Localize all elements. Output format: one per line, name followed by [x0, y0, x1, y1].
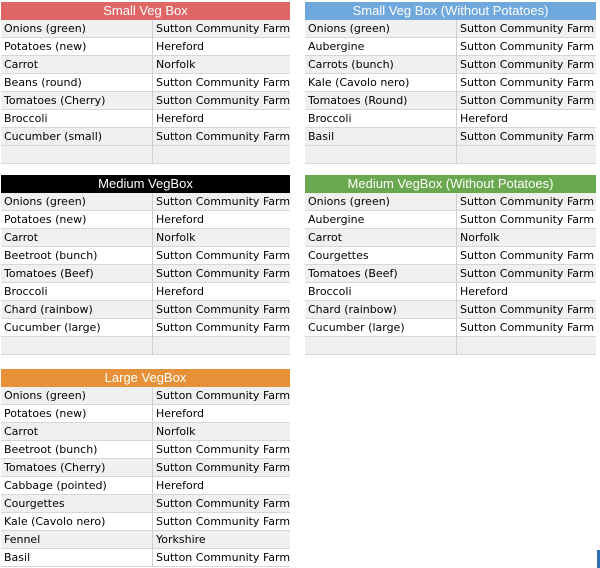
vegetable-cell[interactable]: Cucumber (small)	[1, 128, 153, 146]
vegetable-cell[interactable]: Broccoli	[305, 110, 457, 128]
vegetable-cell[interactable]: Tomatoes (Cherry)	[1, 459, 153, 477]
vegetable-cell[interactable]: Potatoes (new)	[1, 405, 153, 423]
table-row	[305, 265, 596, 283]
source-cell[interactable]: Hereford	[457, 283, 596, 301]
vegetable-cell[interactable]: Broccoli	[1, 283, 153, 301]
table-medium-vegbox	[1, 175, 290, 355]
vegetable-cell[interactable]: Cabbage (pointed)	[1, 477, 153, 495]
table-row	[305, 92, 596, 110]
vegetable-cell[interactable]: Cucumber (large)	[1, 319, 153, 337]
table-row	[1, 319, 290, 337]
vegetable-cell[interactable]: Carrot	[1, 423, 153, 441]
vegetable-cell[interactable]: Tomatoes (Cherry)	[1, 92, 153, 110]
vegetable-cell[interactable]: Carrots (bunch)	[305, 56, 457, 74]
vegetable-cell[interactable]: Aubergine	[305, 211, 457, 229]
vegetable-cell[interactable]: Chard (rainbow)	[305, 301, 457, 319]
vegetable-cell[interactable]: Tomatoes (Round)	[305, 92, 457, 110]
source-cell[interactable]	[153, 337, 290, 355]
vegetable-cell[interactable]: Carrot	[1, 56, 153, 74]
vegetable-cell[interactable]: Basil	[305, 128, 457, 146]
table-row	[305, 56, 596, 74]
table-row	[1, 74, 290, 92]
table-row	[305, 211, 596, 229]
source-cell[interactable]: Norfolk	[153, 423, 290, 441]
vegetable-cell[interactable]: Courgettes	[1, 495, 153, 513]
table-row	[305, 283, 596, 301]
table-row	[1, 549, 290, 567]
vegetable-cell[interactable]: Onions (green)	[1, 20, 153, 38]
source-cell[interactable]	[457, 337, 596, 355]
table-medium-vegbox-without-potatoes	[305, 175, 596, 355]
table-row	[305, 247, 596, 265]
table-row	[1, 477, 290, 495]
source-cell[interactable]: Sutton Community Farm	[153, 128, 290, 146]
table-row	[305, 229, 596, 247]
table-row	[1, 56, 290, 74]
source-cell[interactable]: Sutton Community Farm	[457, 265, 596, 283]
table-row	[1, 265, 290, 283]
vegetable-cell[interactable]	[305, 337, 457, 355]
table-title: Small Veg Box	[1, 2, 290, 20]
table-small-veg-box-without-potatoes	[305, 2, 596, 164]
table-row	[1, 92, 290, 110]
source-cell[interactable]: Sutton Community Farm	[457, 301, 596, 319]
source-cell[interactable]: Sutton Community Farm	[153, 301, 290, 319]
source-cell[interactable]: Sutton Community Farm	[457, 74, 596, 92]
source-cell[interactable]: Sutton Community Farm	[153, 459, 290, 477]
source-cell[interactable]: Sutton Community Farm	[457, 247, 596, 265]
source-cell[interactable]: Sutton Community Farm	[153, 441, 290, 459]
vegetable-cell[interactable]: Chard (rainbow)	[1, 301, 153, 319]
table-row	[1, 405, 290, 423]
vegetable-cell[interactable]: Beetroot (bunch)	[1, 441, 153, 459]
table-row	[1, 20, 290, 38]
source-cell[interactable]: Hereford	[153, 405, 290, 423]
table-row	[305, 319, 596, 337]
table-row	[1, 441, 290, 459]
vegetable-cell[interactable]: Carrot	[1, 229, 153, 247]
table-row	[1, 146, 290, 164]
table-row	[1, 513, 290, 531]
source-cell[interactable]: Hereford	[153, 110, 290, 128]
source-cell[interactable]	[457, 146, 596, 164]
vegetable-cell[interactable]: Broccoli	[305, 283, 457, 301]
source-cell[interactable]: Sutton Community Farm	[153, 193, 290, 211]
vegetable-cell[interactable]: Tomatoes (Beef)	[305, 265, 457, 283]
table-row	[305, 193, 596, 211]
vegetable-cell[interactable]: Beetroot (bunch)	[1, 247, 153, 265]
table-row	[305, 20, 596, 38]
vegetable-cell[interactable]: Tomatoes (Beef)	[1, 265, 153, 283]
source-cell[interactable]: Hereford	[153, 38, 290, 56]
source-cell[interactable]: Norfolk	[153, 229, 290, 247]
source-cell[interactable]: Hereford	[457, 110, 596, 128]
source-cell[interactable]: Sutton Community Farm	[457, 319, 596, 337]
table-row	[1, 337, 290, 355]
table-row	[305, 110, 596, 128]
table-row	[1, 128, 290, 146]
table-title: Small Veg Box (Without Potatoes)	[305, 2, 596, 20]
table-row	[1, 110, 290, 128]
vegetable-cell[interactable]: Courgettes	[305, 247, 457, 265]
vegetable-cell[interactable]: Carrot	[305, 229, 457, 247]
table-row	[305, 146, 596, 164]
vegetable-cell[interactable]	[1, 337, 153, 355]
vegetable-cell[interactable]: Fennel	[1, 531, 153, 549]
source-cell[interactable]: Sutton Community Farm	[457, 92, 596, 110]
vegetable-cell[interactable]: Basil	[1, 549, 153, 567]
table-row	[1, 459, 290, 477]
source-cell[interactable]: Sutton Community Farm	[153, 265, 290, 283]
table-row	[305, 301, 596, 319]
table-row	[1, 531, 290, 549]
table-title: Medium VegBox	[1, 175, 290, 193]
table-large-vegbox	[1, 369, 290, 567]
vegetable-cell[interactable]: Onions (green)	[1, 387, 153, 405]
vegetable-cell[interactable]: Beans (round)	[1, 74, 153, 92]
source-cell[interactable]: Norfolk	[153, 56, 290, 74]
vegetable-cell[interactable]: Aubergine	[305, 38, 457, 56]
source-cell[interactable]: Sutton Community Farm	[457, 128, 596, 146]
table-row	[1, 229, 290, 247]
source-cell[interactable]: Sutton Community Farm	[153, 20, 290, 38]
table-title: Large VegBox	[1, 369, 290, 387]
vegetable-cell[interactable]: Potatoes (new)	[1, 38, 153, 56]
table-row	[305, 128, 596, 146]
table-row	[1, 247, 290, 265]
table-row	[305, 74, 596, 92]
table-row	[1, 38, 290, 56]
table-row	[1, 301, 290, 319]
vegetable-cell[interactable]: Broccoli	[1, 110, 153, 128]
vegetable-cell[interactable]: Kale (Cavolo nero)	[305, 74, 457, 92]
source-cell[interactable]: Sutton Community Farm	[153, 387, 290, 405]
source-cell[interactable]: Norfolk	[457, 229, 596, 247]
table-row	[1, 387, 290, 405]
source-cell[interactable]: Sutton Community Farm	[457, 211, 596, 229]
source-cell[interactable]	[153, 146, 290, 164]
source-cell[interactable]: Hereford	[153, 283, 290, 301]
vegetable-cell[interactable]: Onions (green)	[305, 20, 457, 38]
source-cell[interactable]: Sutton Community Farm	[153, 319, 290, 337]
table-row	[1, 193, 290, 211]
table-title: Medium VegBox (Without Potatoes)	[305, 175, 596, 193]
source-cell[interactable]: Sutton Community Farm	[153, 247, 290, 265]
source-cell[interactable]: Sutton Community Farm	[153, 74, 290, 92]
vegetable-cell[interactable]: Onions (green)	[1, 193, 153, 211]
vegetable-cell[interactable]	[1, 146, 153, 164]
table-row	[305, 337, 596, 355]
table-row	[1, 283, 290, 301]
table-row	[1, 495, 290, 513]
source-cell[interactable]: Hereford	[153, 211, 290, 229]
source-cell[interactable]: Sutton Community Farm	[153, 92, 290, 110]
vegetable-cell[interactable]: Cucumber (large)	[305, 319, 457, 337]
vegetable-cell[interactable]: Onions (green)	[305, 193, 457, 211]
table-row	[1, 423, 290, 441]
table-small-veg-box	[1, 2, 290, 164]
source-cell[interactable]: Sutton Community Farm	[457, 56, 596, 74]
table-row	[305, 38, 596, 56]
table-row	[1, 211, 290, 229]
source-cell[interactable]: Sutton Community Farm	[457, 38, 596, 56]
vegetable-cell[interactable]: Kale (Cavolo nero)	[1, 513, 153, 531]
source-cell[interactable]: Hereford	[153, 477, 290, 495]
source-cell[interactable]: Sutton Community Farm	[153, 549, 290, 567]
source-cell[interactable]: Sutton Community Farm	[457, 193, 596, 211]
source-cell[interactable]: Sutton Community Farm	[457, 20, 596, 38]
vegetable-cell[interactable]: Potatoes (new)	[1, 211, 153, 229]
source-cell[interactable]: Sutton Community Farm	[153, 495, 290, 513]
source-cell[interactable]: Sutton Community Farm	[153, 513, 290, 531]
source-cell[interactable]: Yorkshire	[153, 531, 290, 549]
vegetable-cell[interactable]	[305, 146, 457, 164]
